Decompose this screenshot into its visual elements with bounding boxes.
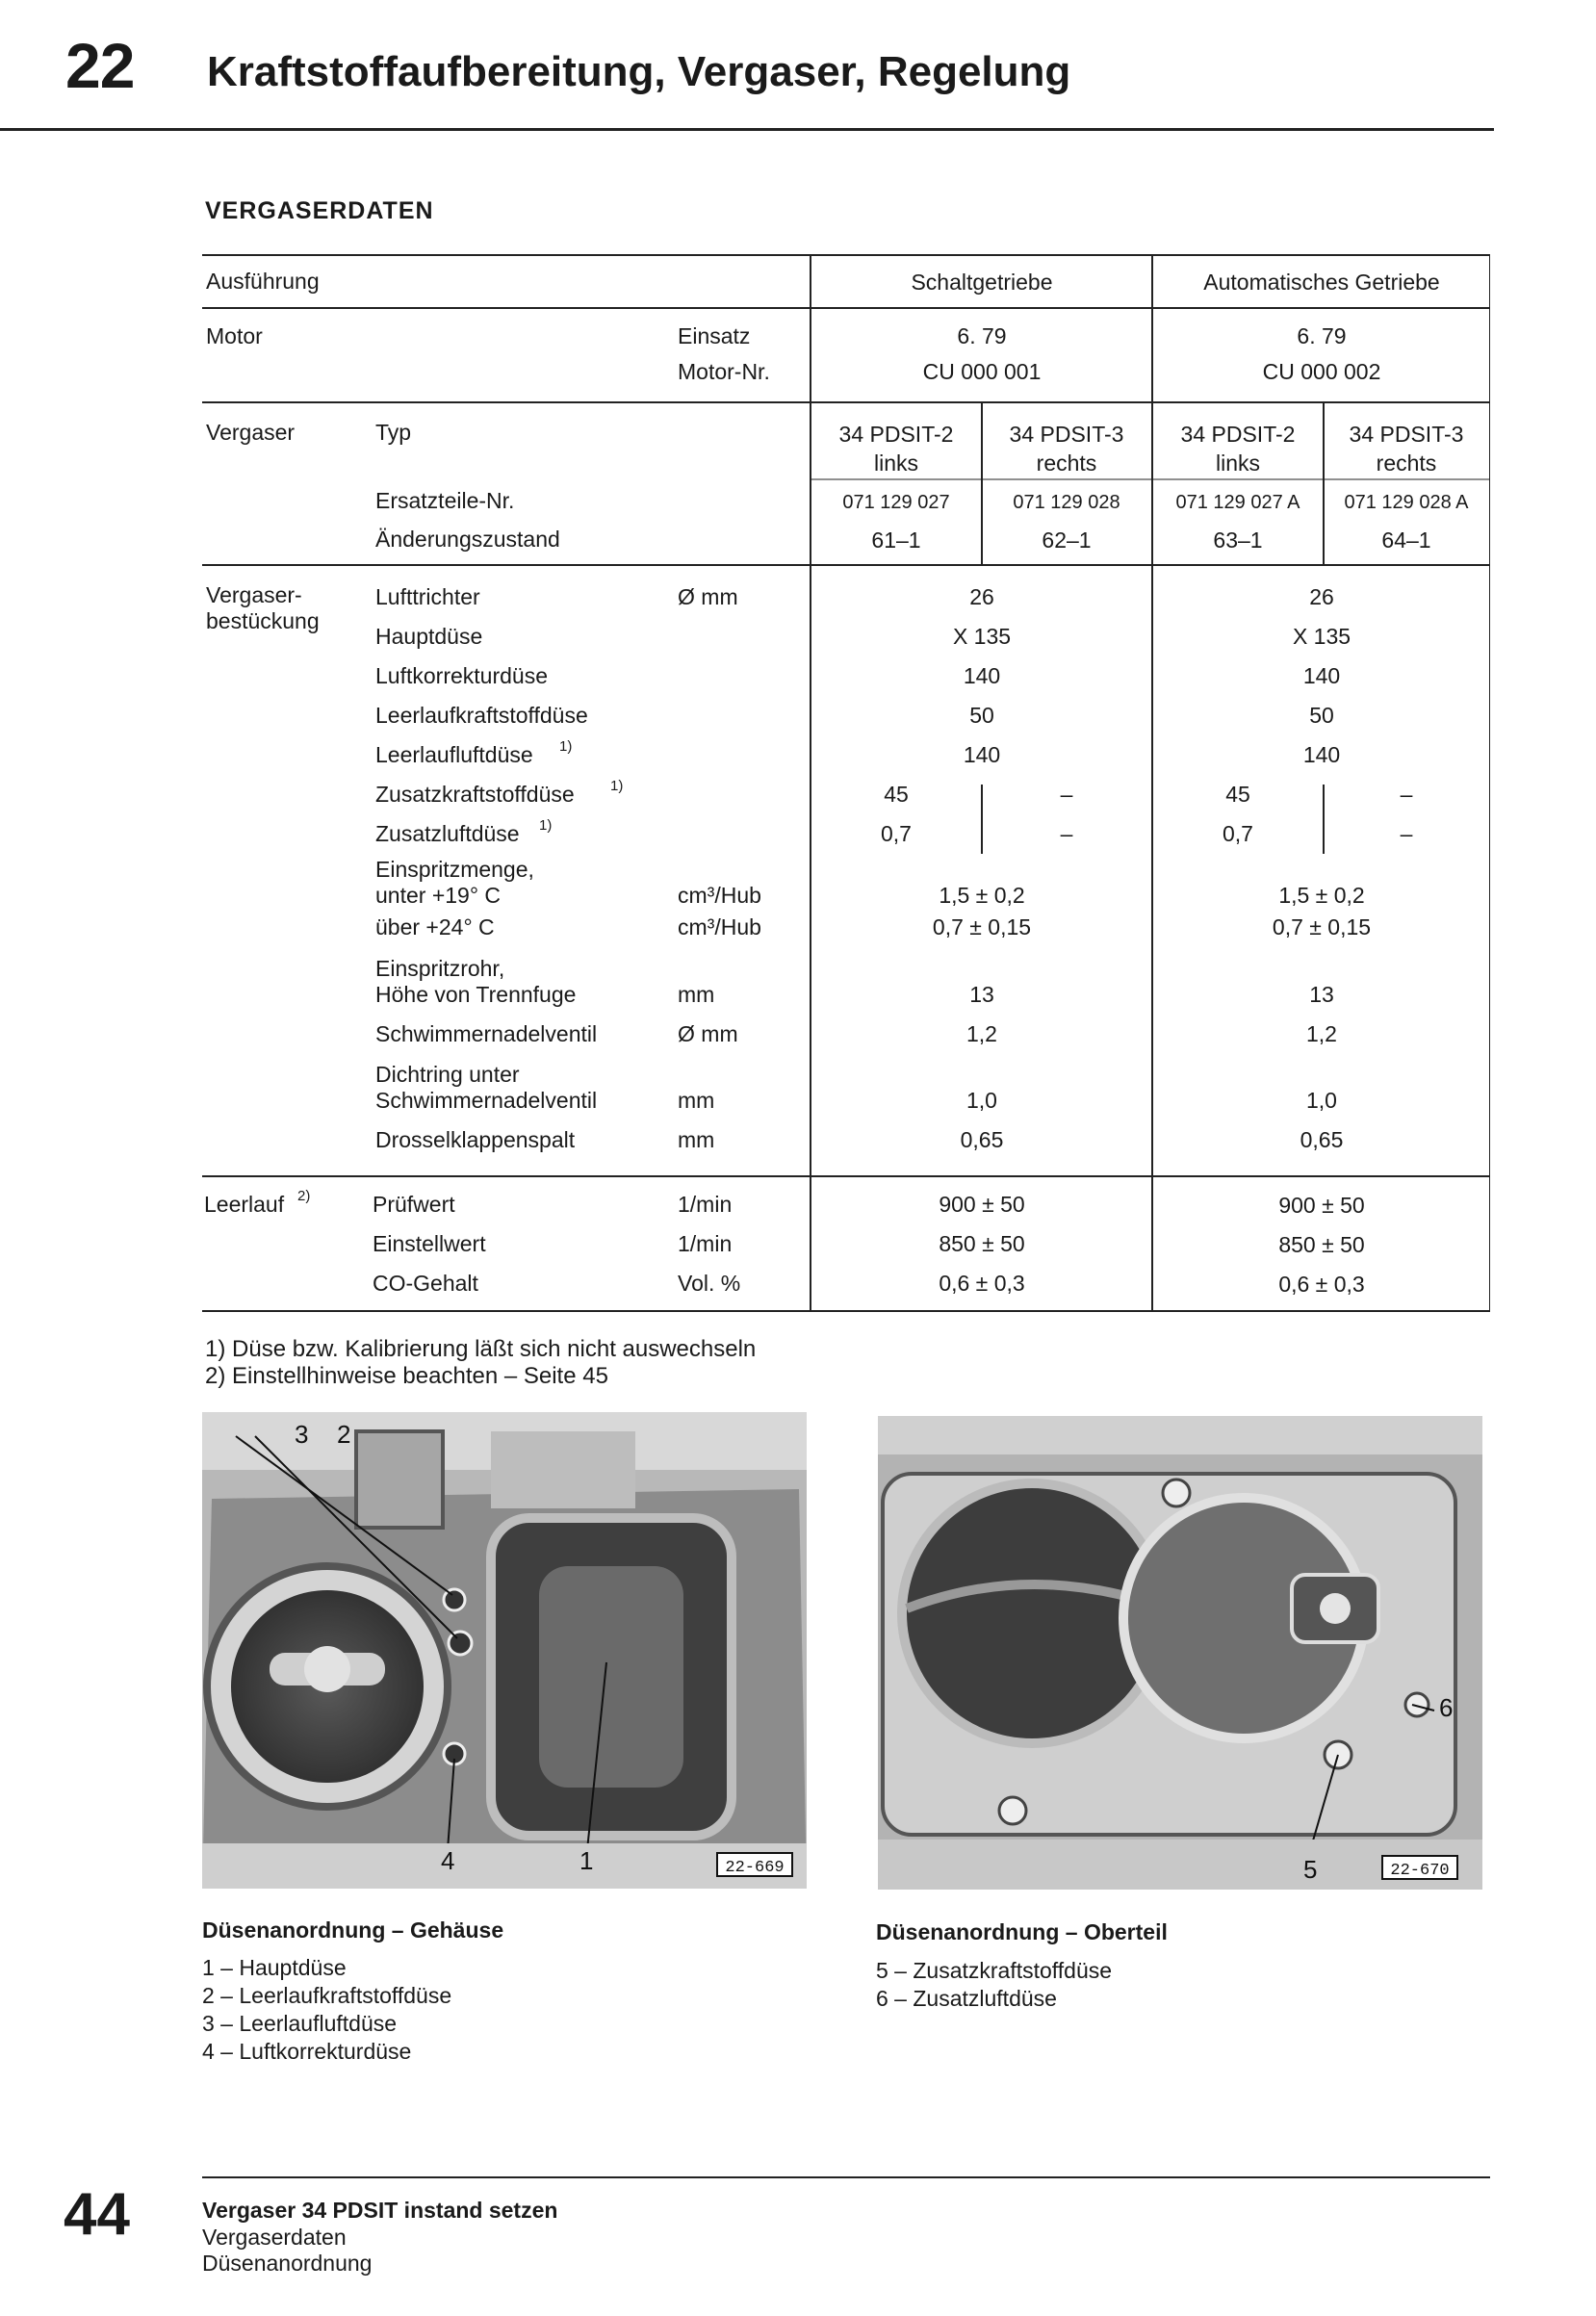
pruef-unit: 1/min [678, 1192, 733, 1217]
caption-left-item: 2 – Leerlaufkraftstoffdüse [202, 1983, 452, 2008]
einsatz-auto: 6. 79 [1297, 323, 1347, 348]
zusatzluft-2: – [1060, 821, 1073, 846]
rohr-schalt: 13 [969, 982, 994, 1007]
caption-right-item: 5 – Zusatzkraftstoffdüse [876, 1958, 1113, 1983]
figure-ref: 22-669 [725, 1859, 785, 1877]
carb-2-change: 62–1 [1042, 528, 1092, 553]
row-label: Hauptdüse [375, 624, 483, 649]
carb-3-side: links [1215, 450, 1261, 476]
label-4: 4 [441, 1846, 455, 1875]
footer-title: Vergaser 34 PDSIT instand setzen [202, 2198, 558, 2223]
schwimmer-label: Schwimmernadelventil [375, 1021, 598, 1046]
drossel-unit: mm [678, 1127, 715, 1152]
photo-carburetor-body [202, 1412, 807, 1889]
row-auto: 140 [1302, 742, 1341, 767]
schwimmer-auto: 1,2 [1306, 1021, 1337, 1046]
row-label: Luftkorrekturdüse [375, 663, 548, 688]
label-3: 3 [295, 1420, 309, 1449]
zusatzkraft-4: – [1400, 782, 1413, 807]
caption-right-title: Düsenanordnung – Oberteil [876, 1919, 1168, 1944]
footnote-marker: 1) [610, 778, 624, 794]
dicht-auto: 1,0 [1306, 1088, 1337, 1113]
carb-3-change: 63–1 [1213, 528, 1263, 553]
zusatzkraft-2: – [1060, 782, 1073, 807]
chapter-title: Kraftstoffaufbereitung, Vergaser, Regelung [207, 48, 1071, 95]
carb-1-part: 071 129 027 [842, 492, 950, 513]
zusatzluft-1: 0,7 [881, 821, 912, 846]
carb-1-change: 61–1 [871, 528, 921, 553]
caption-left-item: 1 – Hauptdüse [202, 1955, 347, 1980]
zusatzkraft-label: Zusatzkraftstoffdüse [375, 782, 575, 807]
rohr-label-2: Höhe von Trennfuge [375, 982, 577, 1007]
row-label: Leerlaufkraftstoffdüse [375, 703, 588, 728]
dicht-unit: mm [678, 1088, 715, 1113]
hub-unit: cm³/Hub [678, 883, 761, 908]
col-schaltgetriebe: Schaltgetriebe [911, 270, 1053, 295]
bestueckung-label-2: bestückung [206, 608, 320, 633]
row-schalt: 140 [963, 663, 1001, 688]
carburetor-data-table [202, 252, 1490, 1313]
motor-label: Motor [206, 323, 263, 348]
footnote-marker: 1) [539, 817, 553, 834]
footer-line-1: Vergaserdaten [202, 2225, 347, 2250]
carb-1-type: 34 PDSIT-2 [838, 422, 954, 447]
page-number: 44 [64, 2181, 130, 2248]
einsatz-schalt: 6. 79 [957, 323, 1007, 348]
carb-3-type: 34 PDSIT-2 [1180, 422, 1296, 447]
einstell-label: Einstellwert [373, 1231, 486, 1256]
chapter-number: 22 [65, 30, 135, 101]
carb-2-side: rechts [1036, 450, 1097, 476]
rohr-label-1: Einspritzrohr, [375, 956, 505, 981]
drossel-schalt: 0,65 [960, 1127, 1004, 1152]
schwimmer-unit: Ø mm [678, 1021, 738, 1046]
ersatzteile-label: Ersatzteile-Nr. [375, 488, 515, 513]
carb-4-change: 64–1 [1381, 528, 1431, 553]
footnote-marker: 1) [559, 738, 573, 755]
row-label: Lufttrichter [375, 584, 480, 609]
leerlauf-footnote: 2) [297, 1188, 311, 1204]
caption-left-item: 4 – Luftkorrekturdüse [202, 2039, 412, 2064]
zusatzluft-3: 0,7 [1223, 821, 1253, 846]
ueber-auto: 0,7 ± 0,15 [1272, 914, 1372, 939]
motornr-auto: CU 000 002 [1262, 359, 1381, 384]
row-schalt: 50 [969, 703, 994, 728]
label-1: 1 [579, 1846, 594, 1875]
row-auto: 26 [1309, 584, 1334, 609]
row-schalt: 26 [969, 584, 994, 609]
caption-left-title: Düsenanordnung – Gehäuse [202, 1917, 504, 1943]
row-schalt: X 135 [952, 624, 1012, 649]
bestueckung-label-1: Vergaser- [206, 582, 302, 607]
row-auto: 140 [1302, 663, 1341, 688]
ueber-label: über +24° C [375, 914, 495, 939]
co-auto: 0,6 ± 0,3 [1278, 1272, 1365, 1297]
ueber-schalt: 0,7 ± 0,15 [932, 914, 1032, 939]
label-6: 6 [1439, 1693, 1454, 1722]
footnote-2: 2) Einstellhinweise beachten – Seite 45 [205, 1363, 608, 1389]
rohr-auto: 13 [1309, 982, 1334, 1007]
carb-4-side: rechts [1376, 450, 1437, 476]
label-5: 5 [1303, 1855, 1318, 1884]
einstell-unit: 1/min [678, 1231, 733, 1256]
header-rule [0, 128, 1494, 131]
footer-rule [202, 2176, 1490, 2178]
caption-left-item: 3 – Leerlaufluftdüse [202, 2011, 398, 2036]
footer-line-2: Düsenanordnung [202, 2251, 373, 2276]
footnote-1: 1) Düse bzw. Kalibrierung läßt sich nicht auswechseln [205, 1336, 757, 1362]
row-label: Leerlaufluftdüse [375, 742, 533, 767]
drossel-label: Drosselklappenspalt [375, 1127, 576, 1152]
einstell-schalt: 850 ± 50 [939, 1231, 1025, 1256]
photo-carburetor-top [878, 1416, 1482, 1890]
pruef-schalt: 900 ± 50 [939, 1192, 1025, 1217]
motornr-schalt: CU 000 001 [922, 359, 1042, 384]
pruef-auto: 900 ± 50 [1278, 1193, 1365, 1218]
co-label: CO-Gehalt [373, 1271, 478, 1296]
typ-label: Typ [375, 420, 412, 445]
hub-unit: cm³/Hub [678, 914, 761, 939]
figure-ref: 22-670 [1390, 1862, 1450, 1880]
row-auto: X 135 [1292, 624, 1351, 649]
section-title: VERGASERDATEN [205, 197, 434, 224]
dicht-label-2: Schwimmernadelventil [375, 1088, 598, 1113]
zusatzkraft-1: 45 [884, 782, 909, 807]
table-svg [202, 252, 1490, 1313]
row-unit: Ø mm [678, 584, 738, 609]
drossel-auto: 0,65 [1300, 1127, 1344, 1152]
leerlauf-label: Leerlauf [204, 1192, 285, 1217]
row-auto: 50 [1309, 703, 1334, 728]
carb-2-part: 071 129 028 [1013, 492, 1120, 513]
dicht-schalt: 1,0 [966, 1088, 997, 1113]
motornr-label: Motor-Nr. [678, 359, 770, 384]
carb-4-type: 34 PDSIT-3 [1349, 422, 1464, 447]
carb-3-part: 071 129 027 A [1175, 492, 1300, 513]
zusatzkraft-3: 45 [1225, 782, 1250, 807]
zusatzluft-4: – [1400, 821, 1413, 846]
rohr-unit: mm [678, 982, 715, 1007]
carb-4-part: 071 129 028 A [1344, 492, 1469, 513]
carb-1-side: links [873, 450, 919, 476]
einstell-auto: 850 ± 50 [1278, 1232, 1365, 1257]
co-schalt: 0,6 ± 0,3 [939, 1271, 1025, 1296]
carb-2-type: 34 PDSIT-3 [1009, 422, 1124, 447]
row-schalt: 140 [963, 742, 1001, 767]
aenderung-label: Änderungszustand [375, 527, 560, 552]
caption-right-item: 6 – Zusatzluftdüse [876, 1986, 1057, 2011]
label-2: 2 [337, 1420, 351, 1449]
schwimmer-schalt: 1,2 [966, 1021, 997, 1046]
co-unit: Vol. % [678, 1271, 741, 1296]
vergaser-label: Vergaser [206, 420, 296, 445]
unter-label: unter +19° C [375, 883, 502, 908]
zusatzluft-label: Zusatzluftdüse [375, 821, 520, 846]
col-automatik: Automatisches Getriebe [1203, 270, 1440, 295]
unter-schalt: 1,5 ± 0,2 [939, 883, 1025, 908]
einsatz-label: Einsatz [678, 323, 751, 348]
dicht-label-1: Dichtring unter [375, 1062, 520, 1087]
pruef-label: Prüfwert [373, 1192, 455, 1217]
ausfuehrung-label: Ausführung [206, 269, 320, 294]
einspritz-label: Einspritzmenge, [375, 857, 534, 882]
unter-auto: 1,5 ± 0,2 [1278, 883, 1365, 908]
